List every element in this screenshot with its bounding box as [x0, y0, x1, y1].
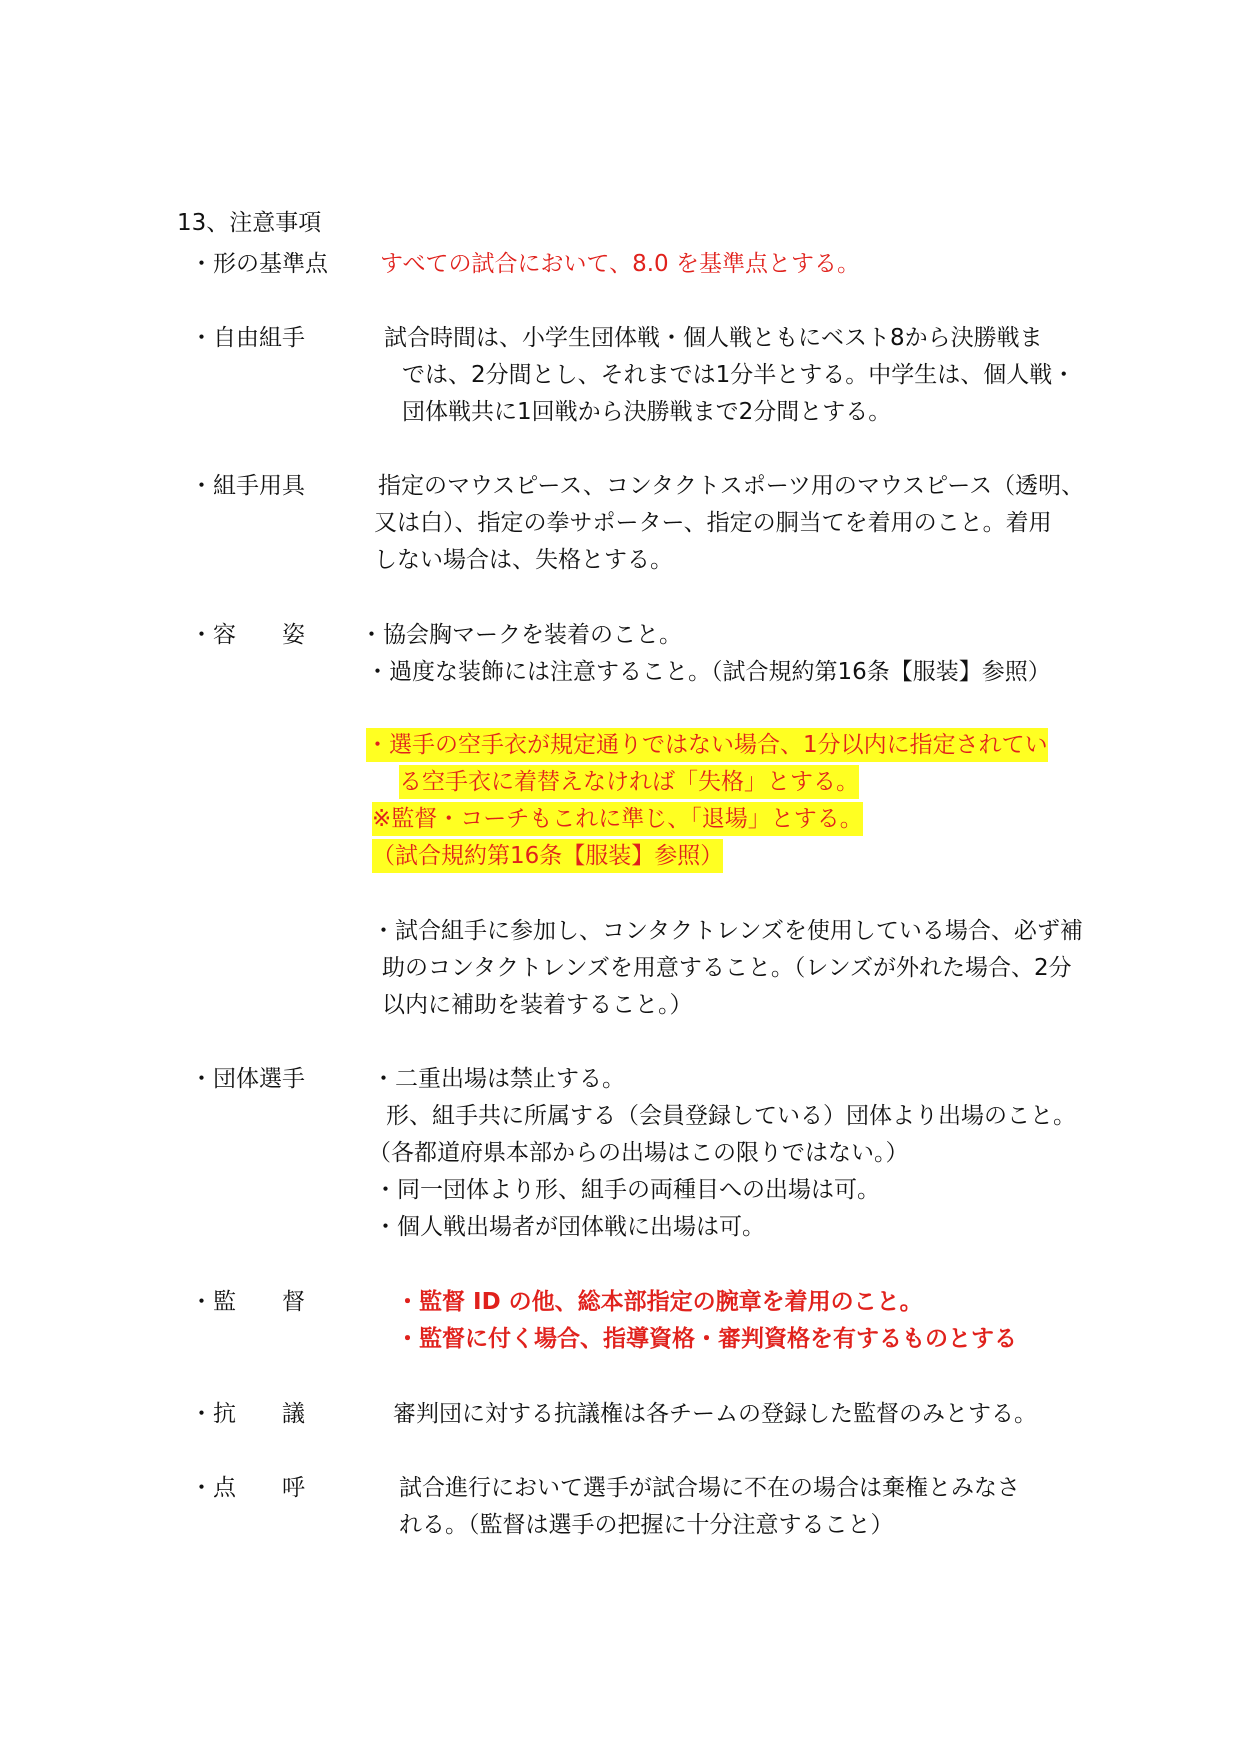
kumite-equipment-label: ・組手用具 — [190, 473, 305, 499]
team-players-line: （各都道府県本部からの出場はこの限りではない。） — [368, 1140, 909, 1166]
team-players-line: ・同一団体より形、組手の両種目への出場は可。 — [374, 1177, 880, 1203]
contact-lens-line: 助のコンタクトレンズを用意すること。（レンズが外れた場合、2分 — [382, 955, 1072, 981]
appearance-line: ・過度な装飾には注意すること。（試合規約第16条【服装】参照） — [366, 659, 1051, 685]
appearance-line: ・協会胸マークを装着のこと。 — [360, 622, 682, 648]
team-players-line: ・二重出場は禁止する。 — [372, 1066, 625, 1092]
roll-call-line: 試合進行において選手が試合場に不在の場合は棄権とみなさ — [399, 1475, 1020, 1501]
highlighted-notice-line: ※監督・コーチもこれに準じ、「退場」とする。 — [372, 802, 863, 836]
kumite-equipment-line: しない場合は、失格とする。 — [374, 547, 673, 573]
team-players-line: 形、組手共に所属する（会員登録している）団体より出場のこと。 — [386, 1103, 1076, 1129]
roll-call-label: ・点 呼 — [190, 1475, 305, 1501]
team-players-label: ・団体選手 — [190, 1066, 305, 1092]
team-players-line: ・個人戦出場者が団体戦に出場は可。 — [374, 1214, 765, 1240]
roll-call-line: れる。（監督は選手の把握に十分注意すること） — [399, 1512, 894, 1538]
kata-label: ・形の基準点 — [190, 251, 328, 277]
jiyu-kumite-line: では、2分間とし、それまでは1分半とする。中学生は、個人戦・ — [402, 362, 1076, 388]
contact-lens-line: ・試合組手に参加し、コンタクトレンズを使用している場合、必ず補 — [372, 918, 1083, 944]
kumite-equipment-line: 又は白）、指定の拳サポーター、指定の胴当てを着用のこと。着用 — [374, 510, 1052, 536]
kumite-equipment-line: 指定のマウスピース、コンタクトスポーツ用のマウスピース（透明、 — [378, 473, 1085, 499]
kata-standard-text: すべての試合において、8.0 を基準点とする。 — [380, 251, 860, 277]
jiyu-kumite-line: 試合時間は、小学生団体戦・個人戦ともにベスト8から決勝戦ま — [384, 325, 1043, 351]
jiyu-kumite-line: 団体戦共に1回戦から決勝戦まで2分間とする。 — [402, 399, 892, 425]
protest-label: ・抗 議 — [190, 1401, 305, 1427]
coach-line: ・監督に付く場合、指導資格・審判資格を有するものとする — [396, 1326, 1017, 1352]
coach-line: ・監督 ID の他、総本部指定の腕章を着用のこと。 — [396, 1289, 923, 1315]
highlighted-notice-line: ・選手の空手衣が規定通りではない場合、1分以内に指定されてい — [366, 728, 1048, 762]
appearance-label: ・容 姿 — [190, 622, 305, 648]
highlighted-notice-line: る空手衣に着替えなければ「失格」とする。 — [399, 765, 859, 799]
contact-lens-line: 以内に補助を装着すること。） — [382, 992, 693, 1018]
jiyu-kumite-label: ・自由組手 — [190, 325, 305, 351]
protest-text: 審判団に対する抗議権は各チームの登録した監督のみとする。 — [393, 1401, 1037, 1427]
coach-label: ・監 督 — [190, 1289, 305, 1315]
highlighted-notice-line: （試合規約第16条【服装】参照） — [372, 839, 723, 873]
section-title: 13、注意事項 — [177, 210, 322, 236]
